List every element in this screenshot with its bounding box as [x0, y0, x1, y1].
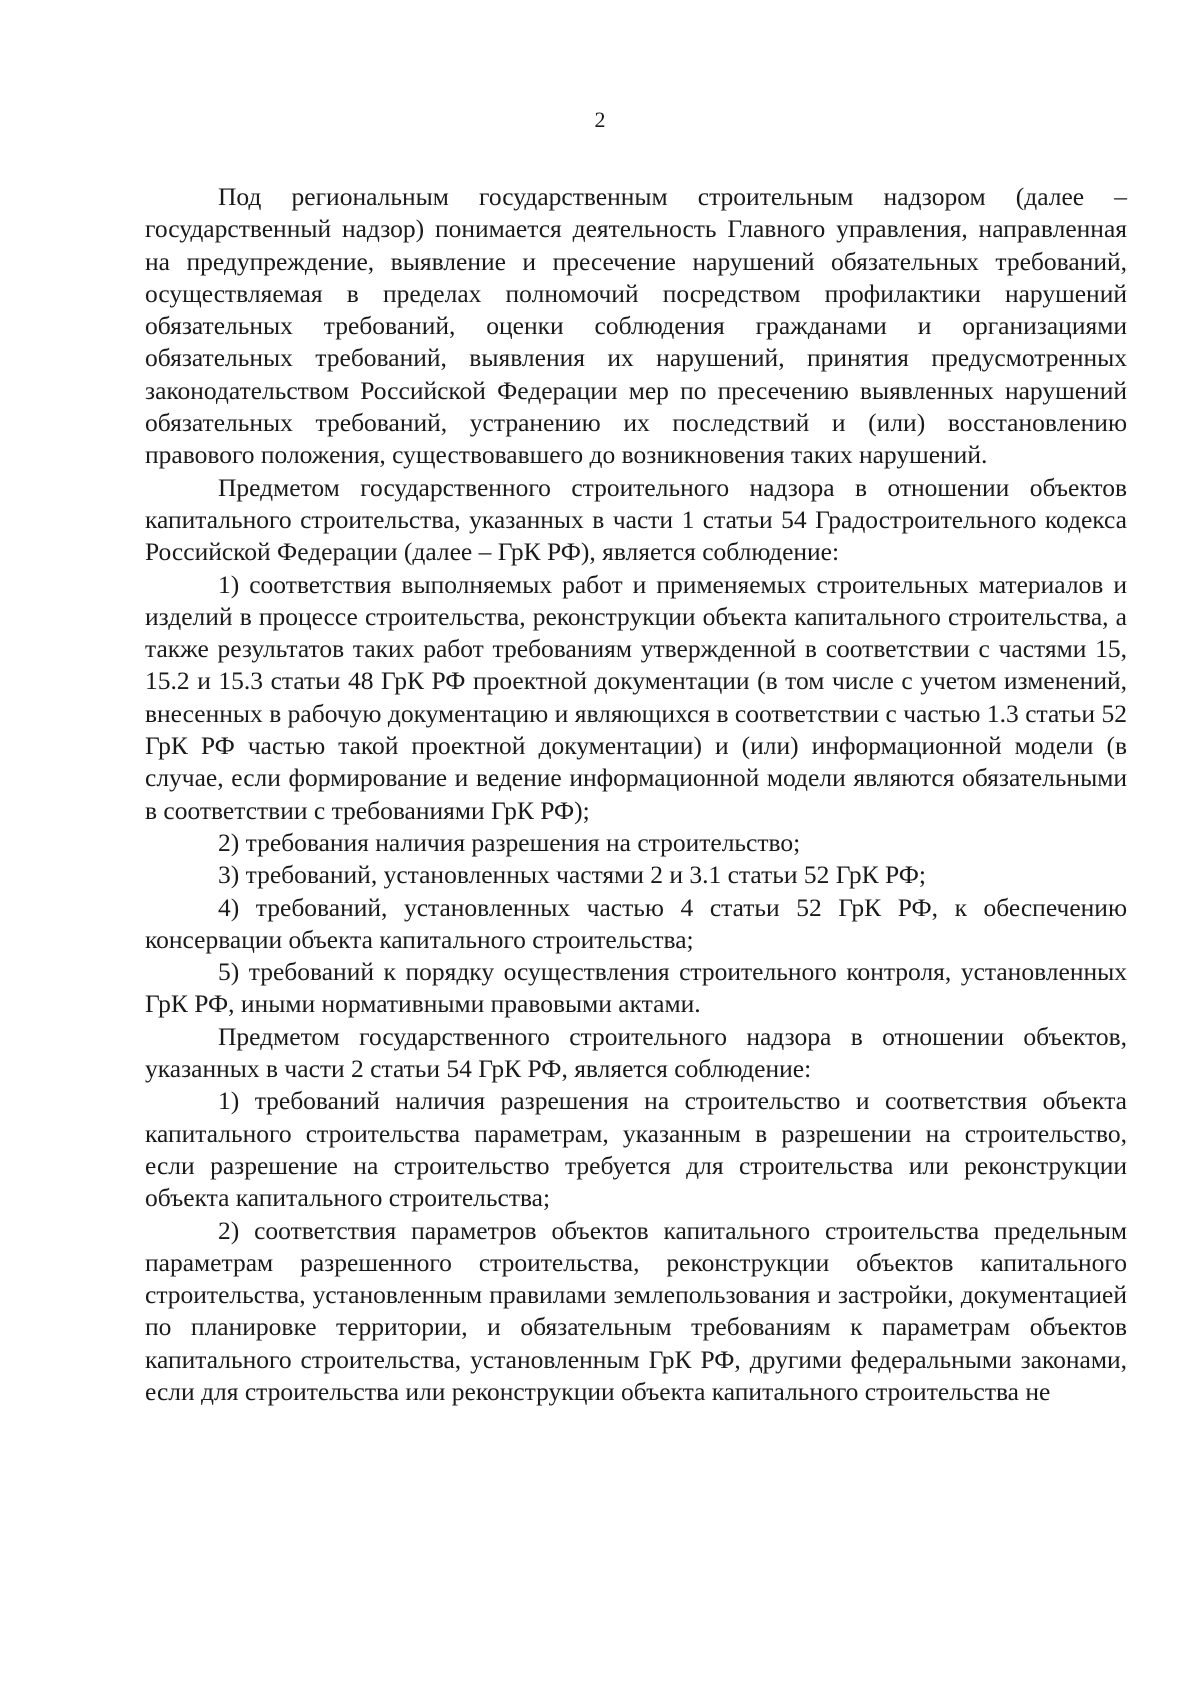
paragraph-subject-part2: Предметом государственного строительного надзора в отношении объектов, указанных в части 2 статьи 54 ГрК РФ, является соблюдение: — [145, 1021, 1127, 1084]
list-item-part2-1: 1) требований наличия разрешения на строительство и соответствия объекта капитального строительства параметрам, указанным в разрешении на строительство, если разрешение на строительство требуется для строительства или реконструкции объекта капитального строительства; — [145, 1086, 1127, 1213]
document-body — [145, 181, 1127, 1408]
list-item-part2-2: 2) соответствия параметров объектов капитального строительства предельным параметрам разрешенного строительства, реконструкции объектов капитального строительства, установленным правилами землепользования и застройки, документацией по планировке территории, и обязательным требованиям к параметрам объектов капитального строительства, установленным ГрК РФ, другими федеральными законами, если для строительства или реконструкции объекта капитального строительства не — [145, 1215, 1127, 1406]
list-item-part1-3: 3) требований, установленных частями 2 и 3.1 статьи 52 ГрК РФ; — [218, 860, 927, 890]
list-item-part1-4: 4) требований, установленных частью 4 статьи 52 ГрК РФ, к обеспечению консервации объекта капитального строительства; — [145, 892, 1127, 954]
paragraph-definition: Под региональным государственным строительным надзором (далее – государственный надзор) понимается деятельность Главного управления, направленная на предупреждение, выявление и пресечение нарушений обязательных требований, осуществляемая в пределах полномочий посредством профилактики нарушений обязательных требований, оценки соблюдения гражданами и организациями обязательных требований, выявления их нарушений, принятия предусмотренных законодательством Российской Федерации мер по пресечению выявленных нарушений обязательных требований, устранению их последствий и (или) восстановлению правового положения, существовавшего до возникновения таких нарушений. — [145, 182, 1127, 470]
page-number: 2 — [594, 107, 606, 132]
list-item-part1-5: 5) требований к порядку осуществления строительного контроля, установленных ГрК РФ, иными нормативными правовыми актами. — [145, 957, 1127, 1019]
paragraph-subject-part1: Предметом государственного строительного надзора в отношении объектов капитального строительства, указанных в части 1 статьи 54 Градостроительного кодекса Российской Федерации (далее – ГрК РФ), является соблюдение: — [145, 472, 1127, 567]
list-item-part1-1: 1) соответствия выполняемых работ и применяемых строительных материалов и изделий в процессе строительства, реконструкции объекта капитального строительства, а также результатов таких работ требованиям утвержденной в соответствии с частями 15, 15.2 и 15.3 статьи 48 ГрК РФ проектной документации (в том числе с учетом изменений, внесенных в рабочую документацию и являющихся в соответствии с частью 1.3 статьи 52 ГрК РФ частью такой проектной документации) и (или) информационной модели (в случае, если формирование и ведение информационной модели являются обязательными в соответствии с требованиями ГрК РФ); — [145, 569, 1127, 825]
list-item-part1-2: 2) требования наличия разрешения на строительство; — [218, 827, 801, 857]
